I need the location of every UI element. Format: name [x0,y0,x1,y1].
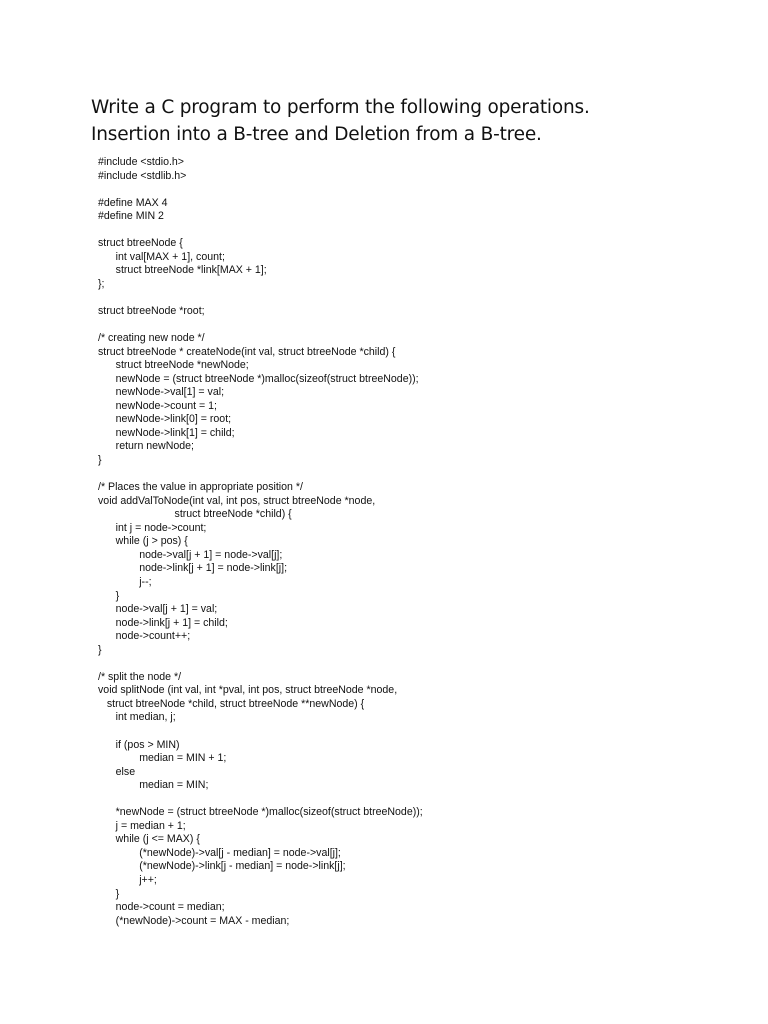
code-line: #define MIN 2 [98,210,164,223]
code-line: (*newNode)->val[j - median] = node->val[j]; [98,846,341,859]
code-line: newNode->link[1] = child; [98,426,235,439]
code-line [98,291,738,305]
code-line: median = MIN + 1; [98,752,227,765]
heading-line: Write a C program to perform the following operations. [91,97,590,118]
code-line: newNode->val[1] = val; [98,386,225,399]
code-line: }; [98,277,105,290]
code-line: while (j > pos) { [98,535,188,548]
code-line: node->val[j + 1] = val; [98,603,218,616]
assignment-heading [91,94,751,148]
code-line: struct btreeNode *child) { [98,508,292,521]
code-line [98,793,738,807]
code-line [98,183,738,197]
code-line: #include <stdio.h> [98,156,184,168]
code-line: if (pos > MIN) [98,738,180,751]
code-line: } [98,454,102,467]
code-line: node->link[j + 1] = node->link[j]; [98,562,288,575]
code-line: else [98,765,136,778]
code-line: node->link[j + 1] = child; [98,616,228,629]
code-line: } [98,643,102,656]
code-line: } [98,887,120,900]
code-line: return newNode; [98,440,194,453]
heading-line: Insertion into a B-tree and Deletion from a B-tree. [91,124,542,145]
code-line: node->count = median; [98,901,225,914]
code-line: *newNode = (struct btreeNode *)malloc(sizeof(struct btreeNode)); [98,806,423,819]
code-line [98,657,738,671]
code-line: struct btreeNode *child, struct btreeNode **newNode) { [98,697,365,710]
code-line: struct btreeNode *root; [98,305,205,318]
code-line: j++; [98,873,157,886]
code-line: (*newNode)->count = MAX - median; [98,914,290,927]
code-line: int median, j; [98,711,176,724]
code-line: (*newNode)->link[j - median] = node->link[j]; [98,860,346,873]
code-line: node->count++; [98,630,191,643]
code-line: struct btreeNode *link[MAX + 1]; [98,264,267,277]
code-line: median = MIN; [98,779,209,792]
code-line: newNode->count = 1; [98,399,217,412]
code-line: struct btreeNode *newNode; [98,359,249,372]
code-line: void addValToNode(int val, int pos, struct btreeNode *node, [98,494,376,507]
code-line: #define MAX 4 [98,196,168,209]
code-line [98,224,738,238]
code-line: j--; [98,575,152,588]
code-line [98,468,738,482]
code-line: newNode->link[0] = root; [98,413,232,426]
code-line: struct btreeNode { [98,237,183,250]
code-line: } [98,589,120,602]
code-line: /* split the node */ [98,670,182,683]
code-line: int val[MAX + 1], count; [98,250,225,263]
code-line: /* Places the value in appropriate position */ [98,481,303,494]
code-line: int j = node->count; [98,521,207,534]
code-listing [98,156,738,928]
code-line: newNode = (struct btreeNode *)malloc(sizeof(struct btreeNode)); [98,372,419,385]
code-line: node->val[j + 1] = node->val[j]; [98,548,283,561]
code-line: struct btreeNode * createNode(int val, struct btreeNode *child) { [98,345,396,358]
code-line [98,319,738,333]
code-line: /* creating new node */ [98,332,205,345]
code-line: while (j <= MAX) { [98,833,200,846]
code-line: #include <stdlib.h> [98,169,187,182]
code-line [98,725,738,739]
code-line: j = median + 1; [98,819,186,832]
code-line: void splitNode (int val, int *pval, int pos, struct btreeNode *node, [98,684,398,697]
